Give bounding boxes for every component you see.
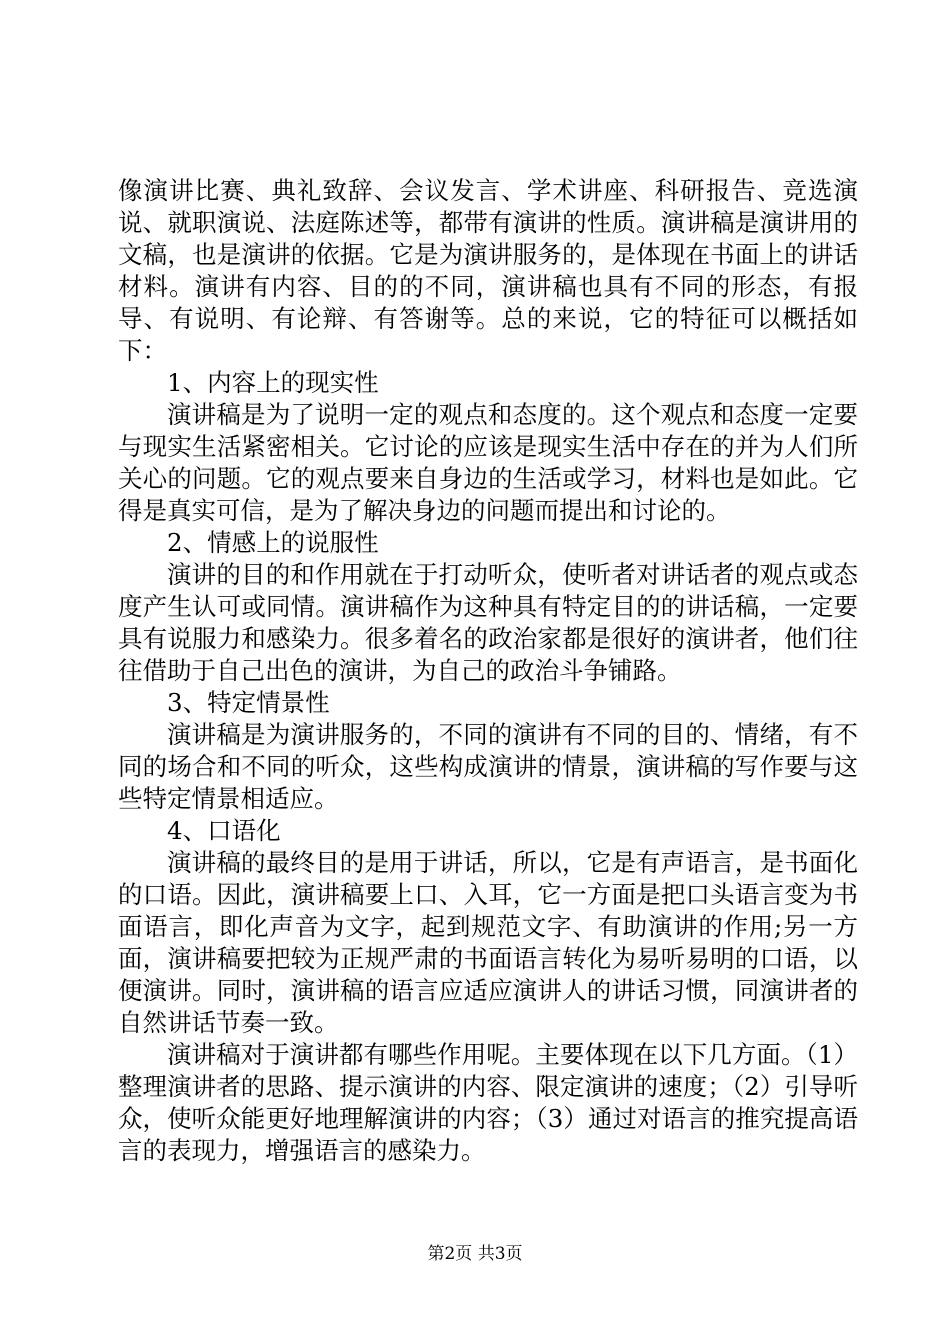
section-body-4: 演讲稿的最终目的是用于讲话，所以，它是有声语言，是书面化的口语。因此，演讲稿要上口、入耳，它一方面是把口头语言变为书面语言，即化声音为文字，起到规范文字、有助演讲的作用;另一方面，演讲稿要把较为正规严肃的书面语言转化为易听易明的口语，以便演讲。同时，演讲稿的语言应适应演讲人的讲话习惯，同演讲者的自然讲话节奏一致。 [118,848,858,1037]
page-footer [0,1243,950,1265]
conclusion-paragraph: 演讲稿对于演讲都有哪些作用呢。主要体现在以下几方面。（1）整理演讲者的思路、提示演讲的内容、限定演讲的速度；（2）引导听众，使听众能更好地理解演讲的内容；（3）通过对语言的推究提高语言的表现力，增强语言的感染力。 [118,1040,858,1165]
section-heading-2: 2、情感上的说服性 [167,528,379,557]
document-body [118,175,858,1167]
section-body-2: 演讲的目的和作用就在于打动听众，使听者对讲话者的观点或态度产生认可或同情。演讲稿作为这种具有特定目的的讲话稿，一定要具有说服力和感染力。很多着名的政治家都是很好的演讲者，他们往往借助于自己出色的演讲，为自己的政治斗争铺路。 [118,560,858,685]
section-body-1: 演讲稿是为了说明一定的观点和态度的。这个观点和态度一定要与现实生活紧密相关。它讨论的应该是现实生活中存在的并为人们所关心的问题。它的观点要来自身边的生活或学习，材料也是如此。它得是真实可信，是为了解决身边的问题而提出和讨论的。 [118,400,858,525]
page-number-indicator: 第2页 共3页 [427,1244,523,1264]
section-heading-1: 1、内容上的现实性 [167,368,379,397]
section-heading-4: 4、口语化 [167,816,281,845]
section-heading-3: 3、特定情景性 [167,688,330,717]
section-body-3: 演讲稿是为演讲服务的，不同的演讲有不同的目的、情绪，有不同的场合和不同的听众，这些构成演讲的情景，演讲稿的写作要与这些特定情景相适应。 [118,720,858,813]
intro-paragraph: 像演讲比赛、典礼致辞、会议发言、学术讲座、科研报告、竞选演说、就职演说、法庭陈述等，都带有演讲的性质。演讲稿是演讲用的文稿，也是演讲的依据。它是为演讲服务的，是体现在书面上的讲话材料。演讲有内容、目的的不同，演讲稿也具有不同的形态，有报导、有说明、有论辩、有答谢等。总的来说，它的特征可以概括如下： [118,176,858,365]
